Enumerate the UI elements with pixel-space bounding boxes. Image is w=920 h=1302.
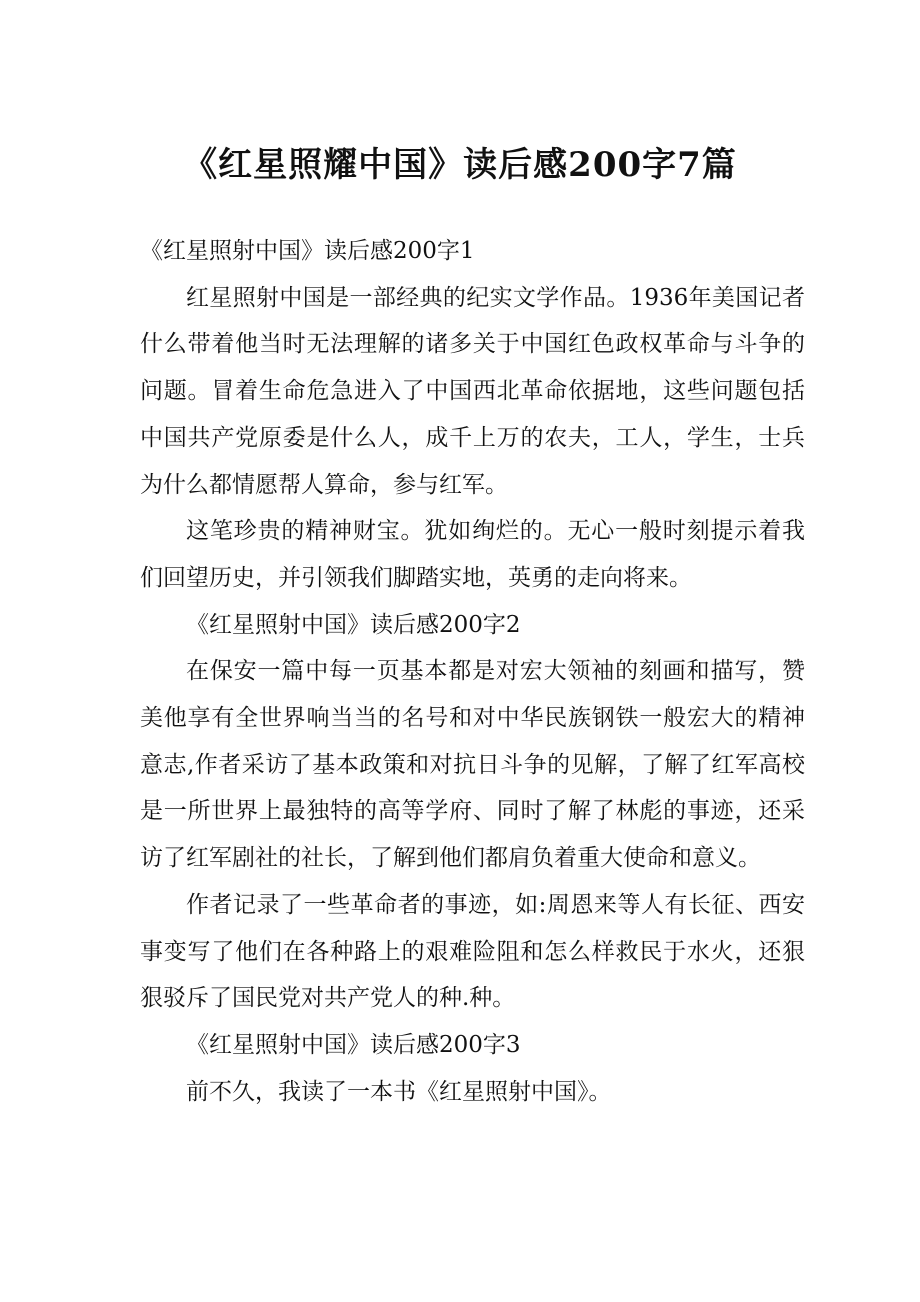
- section-heading-2: 《红星照射中国》读后感200字2: [186, 611, 521, 638]
- paragraph-3: 在保安一篇中每一页基本都是对宏大领袖的刻画和描写，赞美他享有全世界响当当的名号和对中华民族钢铁一般宏大的精神意志,作者采访了基本政策和对抗日斗争的见解，了解了红军高校是一所世界上最独特的高等学府、同时了解了林彪的事迹，还采访了红军剧社的社长，了解到他们都肩负着重大使命和意义。: [140, 658, 805, 872]
- document-body: [140, 228, 805, 1115]
- paragraph-1: 红星照射中国是一部经典的纪实文学作品。1936年美国记者什么带着他当时无法理解的诸多关于中国红色政权革命与斗争的问题。冒着生命危急进入了中国西北革命依据地，这些问题包括中国共产党原委是什么人，成千上万的农夫，工人，学生，士兵为什么都情愿帮人算命，参与红军。: [140, 284, 805, 498]
- paragraph-5: 前不久，我读了一本书《红星照射中国》。: [186, 1078, 612, 1105]
- section-heading-3: 《红星照射中国》读后感200字3: [186, 1031, 521, 1058]
- paragraph-2: 这笔珍贵的精神财宝。犹如绚烂的。无心一般时刻提示着我们回望历史，并引领我们脚踏实地，英勇的走向将来。: [140, 518, 805, 591]
- paragraph-4: 作者记录了一些革命者的事迹，如:周恩来等人有长征、西安事变写了他们在各种路上的艰难险阻和怎么样救民于水火，还狠狠驳斥了国民党对共产党人的种.种。: [140, 891, 805, 1012]
- document-title: 《红星照耀中国》读后感200字7篇: [183, 145, 737, 185]
- section-heading-1: 《红星照射中国》读后感200字1: [140, 238, 475, 264]
